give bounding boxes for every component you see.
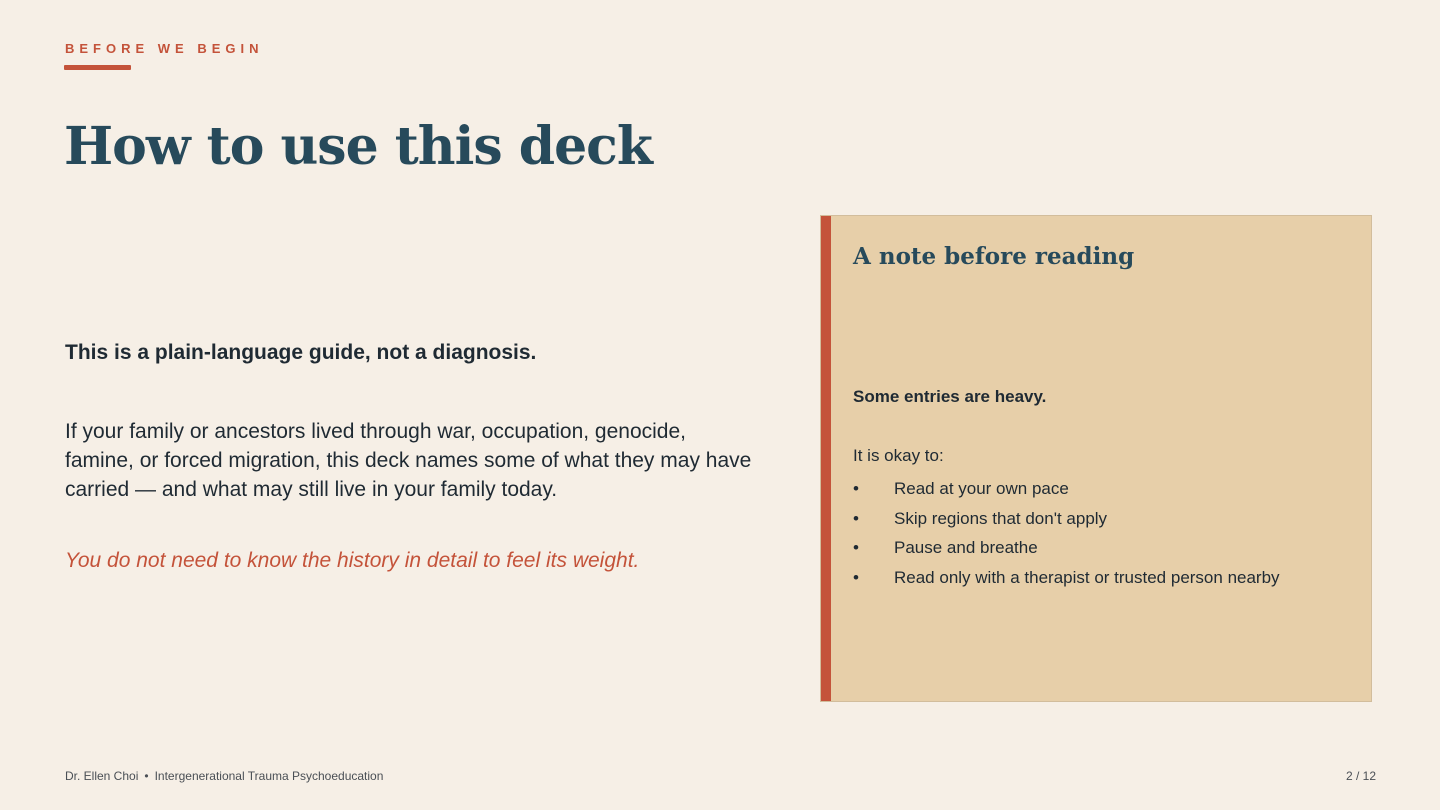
note-item-label: Read only with a therapist or trusted person nearby (894, 567, 1280, 587)
note-intro: It is okay to: (853, 446, 944, 465)
note-accent-bar (821, 216, 831, 701)
note-item-label: Skip regions that don't apply (894, 508, 1108, 528)
bullet-icon: • (853, 508, 859, 528)
eyebrow-underline (64, 65, 131, 70)
note-item-label: Read at your own pace (894, 479, 1069, 498)
emphasis-callout: You do not need to know the history in detail to feel its weight. (65, 549, 640, 572)
slide-title: How to use this deck (64, 116, 652, 177)
lead-statement: This is a plain-language guide, not a diagnosis. (65, 341, 537, 364)
footer-author: Dr. Ellen Choi (65, 769, 139, 783)
note-list-item (853, 504, 1280, 534)
body-paragraph: If your family or ancestors lived through war, occupation, genocide, famine, or forced migration, this deck names some of what they may have carried — and what may still live in your family today. (65, 420, 752, 501)
note-panel (820, 215, 1372, 702)
note-warning: Some entries are heavy. (853, 387, 1047, 406)
section-eyebrow: BEFORE WE BEGIN (65, 41, 264, 56)
bullet-icon: • (853, 538, 859, 557)
bullet-icon: • (853, 479, 859, 498)
bullet-icon: • (853, 567, 859, 587)
note-item-label: Pause and breathe (894, 538, 1038, 557)
note-list-item (853, 563, 1280, 593)
note-title: A note before reading (853, 243, 1135, 270)
footer-course: Intergenerational Trauma Psychoeducation (154, 769, 384, 783)
note-list-item (853, 533, 1280, 563)
footer-credit (65, 769, 383, 783)
footer-separator: • (144, 769, 149, 783)
note-list (853, 474, 1280, 592)
note-list-item (853, 474, 1280, 504)
page-number: 2 / 12 (1345, 769, 1376, 783)
